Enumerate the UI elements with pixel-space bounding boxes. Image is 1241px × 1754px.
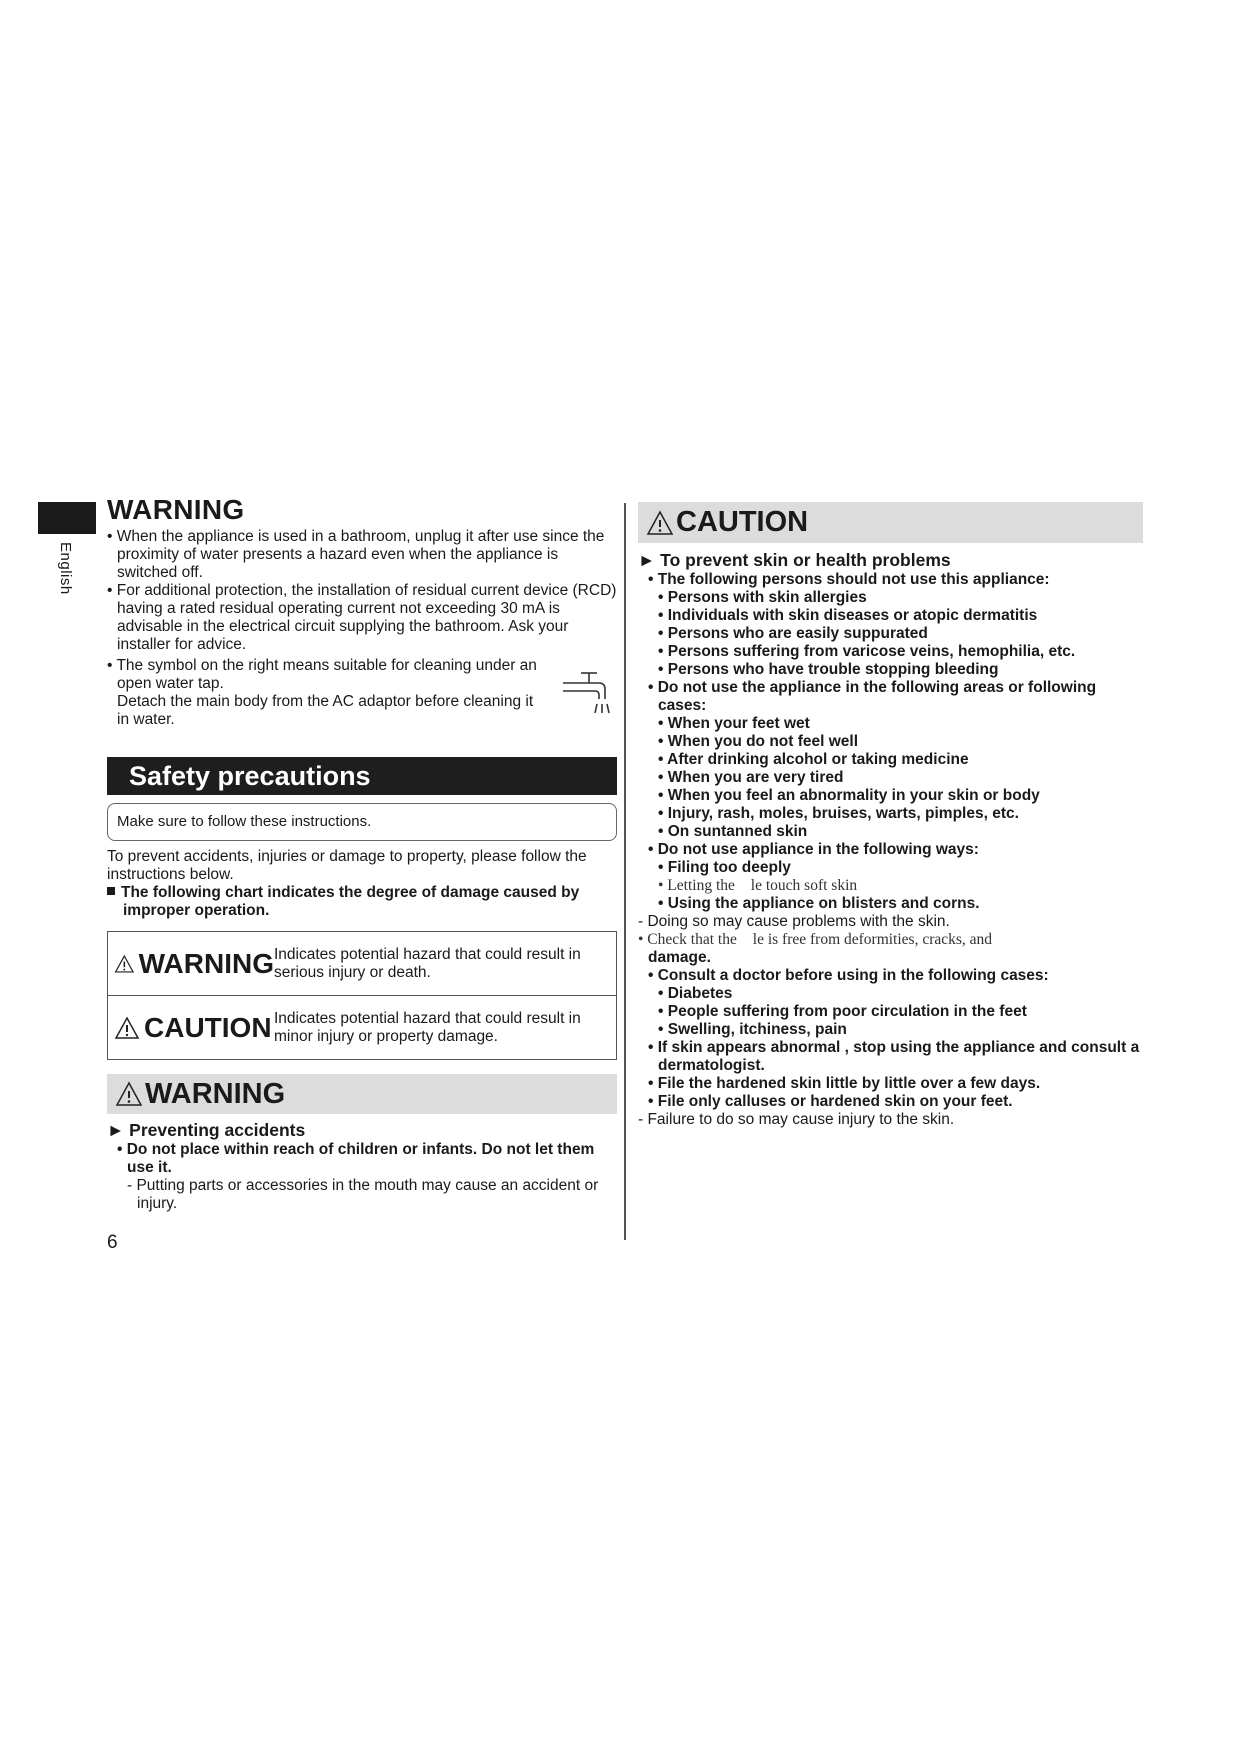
chart-intro-text: The following chart indicates the degree of damage caused by improper operation.: [121, 884, 580, 919]
page-number: 6: [107, 1232, 118, 1253]
way-item-blisters: • Using the appliance on blisters and corns.: [658, 895, 980, 912]
preventing-note: - Putting parts or accessories in the mouth may cause an accident or injury.: [127, 1177, 599, 1212]
chart-symbol-caution: [108, 1012, 274, 1044]
preventing-accidents-heading: ► Preventing accidents: [107, 1120, 306, 1140]
person-item: • Individuals with skin diseases or atopic dermatitis: [658, 607, 1038, 624]
file-little-item: • File the hardened skin little by little over a few days.: [648, 1075, 1041, 1092]
area-item: • When you feel an abnormality in your skin or body: [658, 787, 1040, 804]
column-divider: [624, 503, 626, 1240]
chart-desc-caution: Indicates potential hazard that could result in minor injury or property damage.: [274, 1009, 581, 1045]
warning-band-label: WARNING: [145, 1077, 286, 1110]
symbol-item: [107, 657, 617, 729]
hazard-level-chart: [107, 931, 617, 1060]
person-item: • Persons suffering from varicose veins, hemophilia, etc.: [658, 643, 1076, 660]
warning-item-bathroom: • When the appliance is used in a bathroom, unplug it after use since the proximity of water presents a hazard even when the appliance is switched off.: [107, 528, 605, 581]
person-item: • Persons who are easily suppurated: [658, 625, 928, 642]
ways-note: - Doing so may cause problems with the skin.: [638, 913, 950, 930]
check-file-line: • Check that the  le is free from deformities, cracks, and: [638, 931, 993, 948]
check-file-cont: damage.: [648, 949, 711, 966]
ways-intro: • Do not use appliance in the following ways:: [648, 841, 979, 858]
person-item: • Persons with skin allergies: [658, 589, 867, 606]
caution-band-label: CAUTION: [676, 506, 809, 538]
area-item: • When your feet wet: [658, 715, 810, 732]
chart-intro: [107, 884, 617, 920]
area-item: • After drinking alcohol or taking medicine: [658, 751, 969, 768]
warning-heading: WARNING: [107, 494, 245, 525]
area-item: • On suntanned skin: [658, 823, 808, 840]
caution-band: [638, 502, 1143, 543]
caution-triangle-icon: [114, 1016, 140, 1040]
file-only-item: • File only calluses or hardened skin on your feet.: [648, 1093, 1013, 1110]
skin-health-heading: ► To prevent skin or health problems: [638, 550, 951, 570]
instruction-note-box: Make sure to follow these instructions.: [107, 803, 617, 841]
way-item-soft-skin: • Letting the  le touch soft skin: [658, 877, 858, 894]
person-item: • Persons who have trouble stopping bleeding: [658, 661, 999, 678]
chart-row-warning: [108, 932, 616, 995]
consult-item: • Diabetes: [658, 985, 733, 1002]
left-column: [107, 492, 617, 1213]
chart-row-caution: [108, 995, 616, 1059]
preventing-item: • Do not place within reach of children or infants. Do not let them use it.: [117, 1141, 595, 1176]
chart-symbol-warning: [108, 948, 274, 980]
consult-intro: • Consult a doctor before using in the following cases:: [648, 967, 1049, 984]
language-tab-marker: [38, 502, 96, 534]
symbol-item-detach: Detach the main body from the AC adaptor before cleaning it in water.: [117, 693, 534, 728]
chart-label-caution: CAUTION: [144, 1011, 272, 1043]
consult-item: • People suffering from poor circulation in the feet: [658, 1003, 1027, 1020]
failure-note: - Failure to do so may cause injury to the skin.: [638, 1111, 955, 1128]
area-item: • When you do not feel well: [658, 733, 859, 750]
water-tap-icon: [559, 669, 611, 719]
safety-precautions-title: Safety precautions: [107, 757, 617, 795]
way-item-filing: • Filing too deeply: [658, 859, 791, 876]
area-item: • When you are very tired: [658, 769, 844, 786]
consult-item: • Swelling, itchiness, pain: [658, 1021, 847, 1038]
chart-label-warning: WARNING: [138, 947, 274, 979]
symbol-item-text: • The symbol on the right means suitable for cleaning under an open water tap.: [107, 657, 537, 692]
abnormal-item: • If skin appears abnormal , stop using the appliance and consult a dermatologist.: [648, 1039, 1140, 1074]
caution-triangle-icon: [646, 510, 674, 536]
areas-intro: • Do not use the appliance in the following areas or following cases:: [648, 679, 1097, 714]
square-bullet-icon: [107, 887, 115, 895]
warning-item-rcd: • For additional protection, the installation of residual current device (RCD) having a rated residual operating current not exceeding 30 mA is advisable in the electrical circuit supplying the bathroom. Ask your installer for advice.: [107, 582, 617, 653]
warning-band: [107, 1074, 617, 1114]
safety-intro: To prevent accidents, injuries or damage to property, please follow the instructions below.: [107, 848, 587, 883]
warning-triangle-icon: [114, 952, 135, 976]
area-item: • Injury, rash, moles, bruises, warts, pimples, etc.: [658, 805, 1019, 822]
right-column: [638, 502, 1143, 1129]
persons-intro: • The following persons should not use this appliance:: [648, 571, 1050, 588]
warning-triangle-icon: [115, 1081, 143, 1107]
chart-desc-warning: Indicates potential hazard that could result in serious injury or death.: [274, 945, 581, 981]
language-label: English: [57, 542, 74, 595]
